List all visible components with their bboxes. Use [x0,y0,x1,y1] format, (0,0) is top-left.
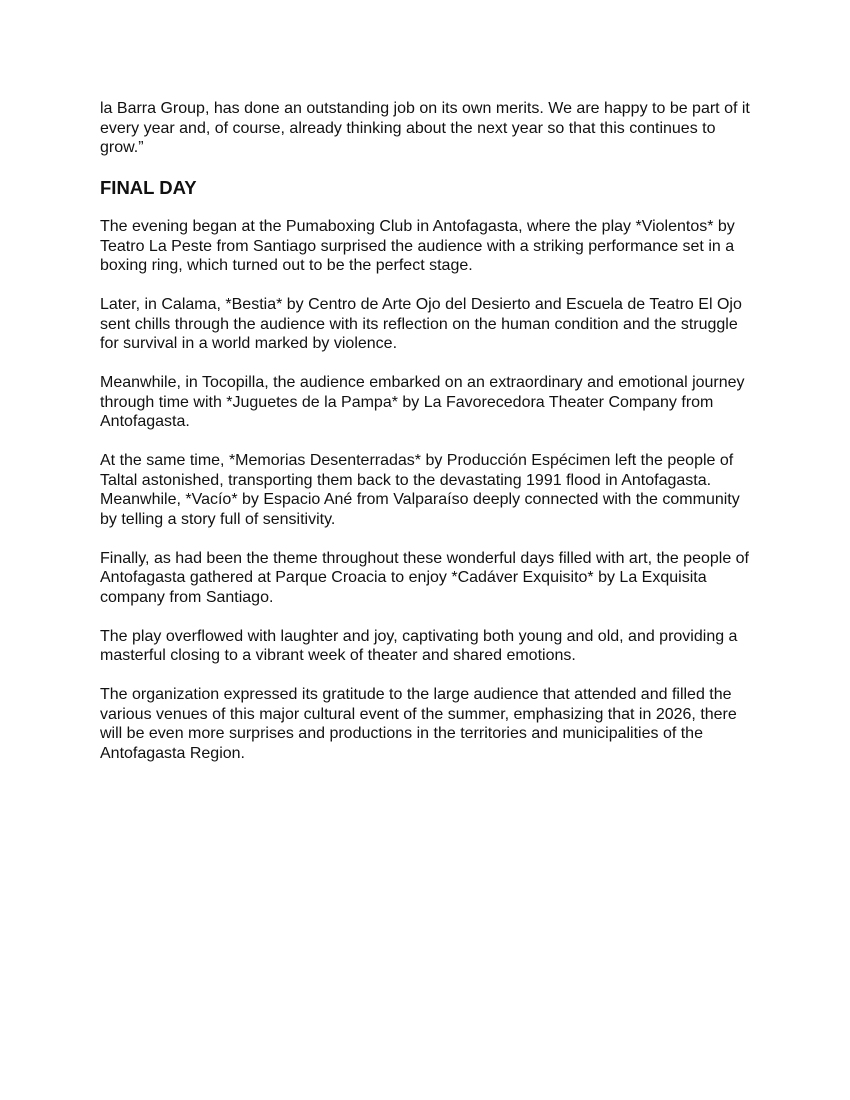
intro-paragraph: la Barra Group, has done an outstanding job on its own merits. We are happy to be part of it every year and, of course, already thinking about the next year so that this continues to grow.” [100,100,750,156]
paragraph-closing-play: The play overflowed with laughter and joy, captivating both young and old, and providing a masterful closing to a vibrant week of theater and shared emotions. [100,627,738,664]
paragraph-juguetes: Meanwhile, in Tocopilla, the audience embarked on an extraordinary and emotional journey through time with *Juguetes de la Pampa* by La Favorecedora Theater Company from Antofagasta. [100,374,745,430]
paragraph-violentos: The evening began at the Pumaboxing Club in Antofagasta, where the play *Violentos* by Teatro La Peste from Santiago surprised the audience with a striking performance set in a boxing ring, which turned out to be the perfect stage. [100,218,735,274]
section-heading: FINAL DAY [100,177,197,198]
document-page [100,99,755,783]
paragraph-bestia: Later, in Calama, *Bestia* by Centro de Arte Ojo del Desierto and Escuela de Teatro El Ojo sent chills through the audience with its reflection on the human condition and the struggle for survival in a world marked by violence. [100,296,742,352]
paragraph-cadaver: Finally, as had been the theme throughout these wonderful days filled with art, the people of Antofagasta gathered at Parque Croacia to enjoy *Cadáver Exquisito* by La Exquisita company from Santiago. [100,549,749,606]
paragraph-memorias: At the same time, *Memorias Desenterradas* by Producción Espécimen left the people of Taltal astonished, transporting them back to the devastating 1991 flood in Antofagasta. Meanwhile, *Vacío* by Espacio Ané from Valparaíso deeply connected with the community by telling a story full of sensitivity. [100,452,740,528]
paragraph-gratitude: The organization expressed its gratitude to the large audience that attended and filled the various venues of this major cultural event of the summer, emphasizing that in 2026, there will be even more surprises and productions in the territories and municipalities of the Antofagasta Region. [100,686,737,762]
